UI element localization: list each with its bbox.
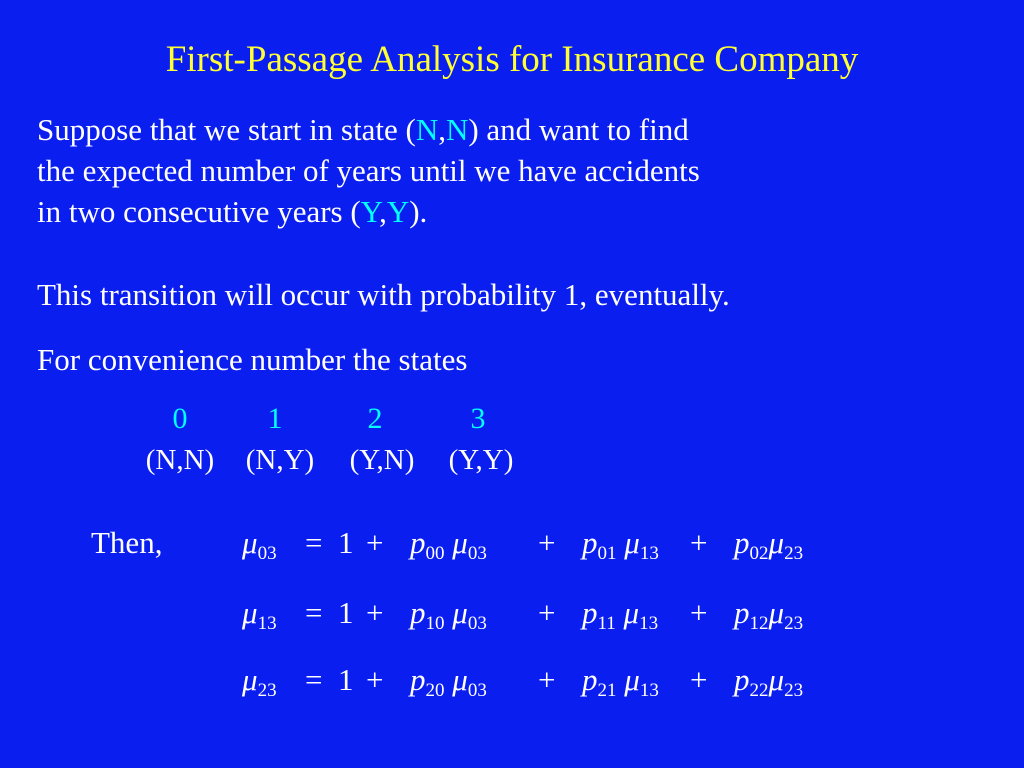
comma: ,: [379, 194, 387, 229]
slide-title: First-Passage Analysis for Insurance Company: [165, 39, 859, 80]
state-letter: N: [415, 112, 439, 147]
plus-sign: +: [690, 662, 708, 697]
then-label: Then,: [91, 525, 163, 560]
state-label-0: (N,N): [145, 444, 215, 476]
plus-sign: +: [366, 662, 384, 697]
state-label-1: (N,Y): [245, 444, 315, 476]
equals-sign: =: [305, 525, 323, 560]
constant-one: 1: [338, 525, 354, 560]
plus-sign: +: [690, 595, 708, 630]
term-2: $p_{11}$ $\mu_{13}$: [582, 595, 659, 634]
term-3: $p_{22}\mu_{23}$: [734, 662, 804, 701]
state-letter: N: [445, 112, 469, 147]
state-number-1: 1: [267, 402, 283, 435]
term-3: $p_{12}\mu_{23}$: [734, 595, 804, 634]
constant-one: 1: [338, 662, 354, 697]
plus-sign: +: [538, 662, 556, 697]
intro-paragraph: [37, 109, 700, 232]
term-1: $p_{20}$ $\mu_{03}$: [410, 662, 487, 701]
state-label-3: (Y,Y): [448, 444, 514, 476]
intro-text: ).: [409, 194, 428, 229]
state-number-3: 3: [470, 402, 486, 435]
equation-row: [0, 525, 1024, 569]
state-number-0: 0: [172, 402, 188, 435]
state-label-2: (Y,N): [349, 444, 415, 476]
state-letter: Y: [360, 194, 380, 229]
intro-text: Suppose that we start in state (: [37, 112, 416, 147]
intro-line-3: [37, 191, 700, 232]
plus-sign: +: [366, 595, 384, 630]
term-1: $p_{00}$ $\mu_{03}$: [410, 525, 487, 564]
comma: ,: [438, 112, 446, 147]
state-number-2: 2: [367, 402, 383, 435]
plus-sign: +: [538, 595, 556, 630]
numbering-statement: For convenience number the states: [37, 342, 468, 377]
probability-statement: This transition will occur with probability 1, eventually.: [37, 277, 730, 312]
constant-one: 1: [338, 595, 354, 630]
intro-line-2: the expected number of years until we have accidents: [37, 153, 700, 188]
equation-row: [0, 662, 1024, 706]
equation-row: [0, 595, 1024, 639]
equals-sign: =: [305, 595, 323, 630]
intro-line-1: [37, 109, 700, 150]
lhs-mu: $\mu_{23}$: [242, 662, 277, 701]
equals-sign: =: [305, 662, 323, 697]
lhs-mu: $\mu_{13}$: [242, 595, 277, 634]
term-2: $p_{01}$ $\mu_{13}$: [582, 525, 659, 564]
intro-text: ) and want to find: [468, 112, 689, 147]
term-2: $p_{21}$ $\mu_{13}$: [582, 662, 659, 701]
term-1: $p_{10}$ $\mu_{03}$: [410, 595, 487, 634]
term-3: $p_{02}\mu_{23}$: [734, 525, 804, 564]
intro-text: in two consecutive years (: [37, 194, 361, 229]
state-letter: Y: [386, 194, 410, 229]
plus-sign: +: [538, 525, 556, 560]
lhs-mu: $\mu_{03}$: [242, 525, 277, 564]
plus-sign: +: [366, 525, 384, 560]
plus-sign: +: [690, 525, 708, 560]
